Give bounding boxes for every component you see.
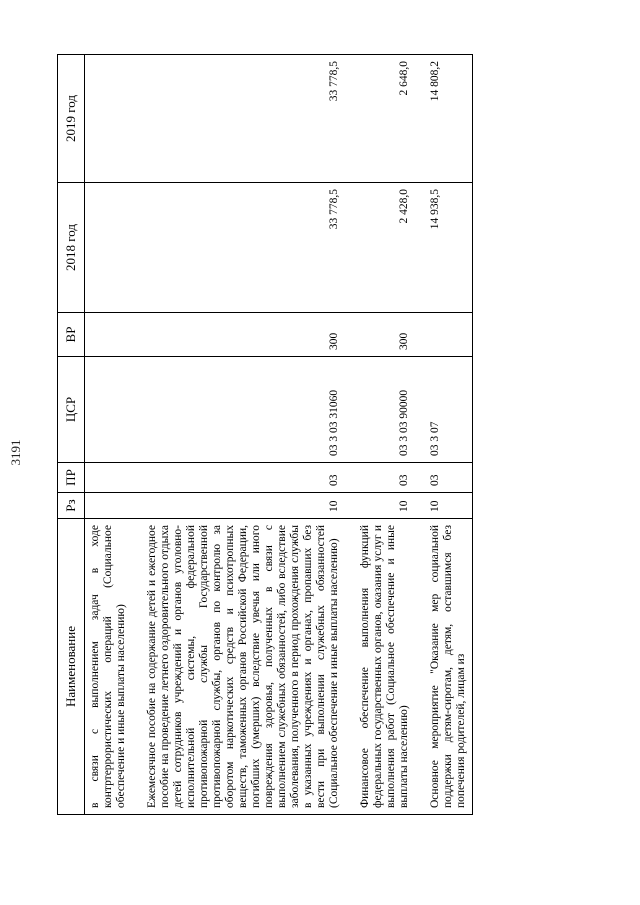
row-2018: 33 778,5 xyxy=(142,183,345,313)
row-pr xyxy=(85,463,133,493)
row-csr xyxy=(85,357,133,463)
row-rz: 10 xyxy=(425,493,473,519)
row-pr: 03 xyxy=(142,463,345,493)
row-2019: 33 778,5 xyxy=(142,55,345,183)
row-2018: 14 938,5 xyxy=(425,183,473,313)
header-2019: 2019 год xyxy=(58,55,85,183)
row-rz xyxy=(85,493,133,519)
page-number: 3191 xyxy=(8,439,23,466)
row-2018 xyxy=(85,183,133,313)
header-csr: ЦСР xyxy=(58,357,85,463)
row-name: Финансовое обеспечение выполнения функций федеральных государственных органов, оказания услуг и выполнения работ (Социальное обеспечение и иные выплаты населению) xyxy=(355,519,415,815)
row-vr xyxy=(425,313,473,357)
row-name: Ежемесячное пособие на содержание детей и ежегодное пособие на проведение летнего оздоровительного отдыха детей сотрудников учреждений и органов уголовно-исполнительной системы, федеральной противопожарной службы Государственной противопожарной службы, органов по контролю за оборотом наркотических средств и психотропных веществ, таможенных органов Российской Федерации, погибших (умерших) вследствие увечья или иного повреждения здоровья, полученных в связи с выполнением служебных обязанностей, либо вследствие заболевания, полученного в период прохождения службы в указанных учреждениях и органах, пропавших без вести при выполнении служебных обязанностей (Социальное обеспечение и иные выплаты населению) xyxy=(142,519,345,815)
row-spacer xyxy=(345,55,355,815)
row-rz: 10 xyxy=(142,493,345,519)
row-vr: 300 xyxy=(142,313,345,357)
header-vr: ВР xyxy=(58,313,85,357)
row-spacer xyxy=(415,55,425,815)
header-name: Наименование xyxy=(58,519,85,815)
row-csr: 03 3 03 90000 xyxy=(355,357,415,463)
row-vr: 300 xyxy=(355,313,415,357)
row-spacer xyxy=(132,55,142,815)
row-name: в связи с выполнением задач в ходе контртеррористических операций (Социальное обеспечение и иные выплаты населению) xyxy=(85,519,133,815)
table-row xyxy=(85,55,133,815)
row-2019: 2 648,0 xyxy=(355,55,415,183)
table-row xyxy=(425,55,473,815)
row-csr: 03 3 07 xyxy=(425,357,473,463)
table-row xyxy=(355,55,415,815)
budget-table xyxy=(57,54,473,815)
row-rz: 10 xyxy=(355,493,415,519)
row-csr: 03 3 03 31060 xyxy=(142,357,345,463)
row-2019: 14 808,2 xyxy=(425,55,473,183)
row-pr: 03 xyxy=(355,463,415,493)
table-row xyxy=(142,55,345,815)
header-pr: ПР xyxy=(58,463,85,493)
row-name: Основное мероприятие "Оказание мер социальной поддержки детям-сиротам, детям, оставшимся без попечения родителей, лицам из xyxy=(425,519,473,815)
row-2018: 2 428,0 xyxy=(355,183,415,313)
table-header-row xyxy=(58,55,85,815)
header-2018: 2018 год xyxy=(58,183,85,313)
row-pr: 03 xyxy=(425,463,473,493)
row-2019 xyxy=(85,55,133,183)
header-rz: Рз xyxy=(58,493,85,519)
row-vr xyxy=(85,313,133,357)
